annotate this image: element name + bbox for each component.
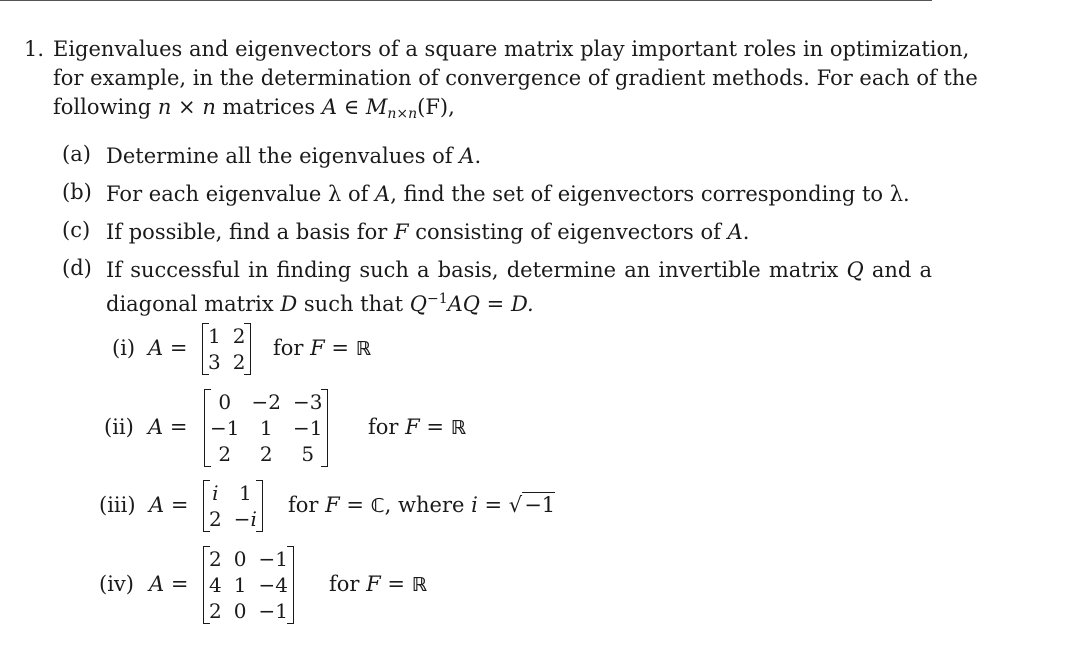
matrix-cell: 2 — [232, 324, 246, 348]
matrix-cell: 2 — [218, 442, 232, 466]
field-spec-ii: for F = ℝ — [368, 415, 466, 439]
intro-line-3: following n × n matrices A ∈ $M_{n\times n}(F)$, — [53, 95, 455, 122]
problem-number: 1. — [24, 37, 45, 61]
matrix-cell: 2 — [232, 350, 246, 374]
field-spec-iv: for F = ℝ — [329, 572, 427, 596]
matrix-cell: −1 — [210, 416, 240, 440]
matrix-cell: −1 — [258, 547, 288, 571]
matrix-cell: −3 — [292, 390, 323, 414]
matrix-cell: 2 — [209, 507, 222, 531]
matrix-cell: 4 — [209, 573, 222, 597]
matrix-cell: −1 — [292, 416, 323, 440]
matrix-cell: 2 — [259, 442, 273, 466]
problem-page: 1. Eigenvalues and eigenvectors of a square matrix play important roles in optimization, for example, in the determination of convergence of gradient methods. For each of the following n × n matrices A ∈ $M_{n\times n}(F)$, (a) Determine all the eigenvalues of A. (b) For each eigenvalue λ of A, find the set of eigenvectors corresponding to λ. (c) If possible, find a basis for F consisting of eigenvectors of A. (d) If successful in finding such a basis, determine an invertible matrix Q and a diagonal matrix D such that $Q^{-1}AQ = D$. (i) A = 1 2 3 2 for F = ℝ (ii) A = 0 −2 −3 −1 1 −1 2 2 5 for F = ℝ (iii) A = i 1 2 −i for F = ℂ, where i = √−1 (iv) A = 2 0 −1 4 1 −4 2 0 −1 for F = ℝ — [24, 37, 978, 623]
matrix-iii — [203, 480, 263, 532]
sqrt-radicand: −1 — [524, 493, 556, 517]
field-spec-iii: for F = ℂ, where i = √−1 — [288, 493, 556, 517]
matrix-i — [202, 323, 251, 375]
intro-line-2: for example, in the determination of convergence of gradient methods. For each of the — [53, 66, 978, 90]
matrix-cell: 2 — [209, 599, 222, 623]
matrix-cell: 1 — [238, 481, 252, 505]
matrix-cell: 2 — [209, 547, 222, 571]
matrix-cell: 1 — [208, 324, 221, 348]
matrix-cell: −4 — [258, 573, 288, 597]
matrix-cell: 0 — [218, 390, 232, 414]
matrix-cell: −2 — [251, 390, 281, 414]
intro-line-1: Eigenvalues and eigenvectors of a square matrix play important roles in optimization, — [53, 37, 970, 61]
matrix-ii — [204, 389, 328, 467]
matrix-cell: 5 — [301, 442, 315, 466]
matrix-cell: −1 — [258, 599, 288, 623]
matrix-cell: 0 — [233, 547, 247, 571]
matrix-cell: i — [212, 481, 219, 505]
matrix-cell: 1 — [259, 416, 273, 440]
matrix-cell: −i — [233, 507, 257, 531]
matrix-cell: 3 — [208, 350, 221, 374]
matrix-iv — [203, 546, 294, 624]
field-spec-i: for F = ℝ — [273, 336, 371, 360]
matrix-cell: 0 — [233, 599, 247, 623]
matrix-cell: 1 — [233, 573, 247, 597]
